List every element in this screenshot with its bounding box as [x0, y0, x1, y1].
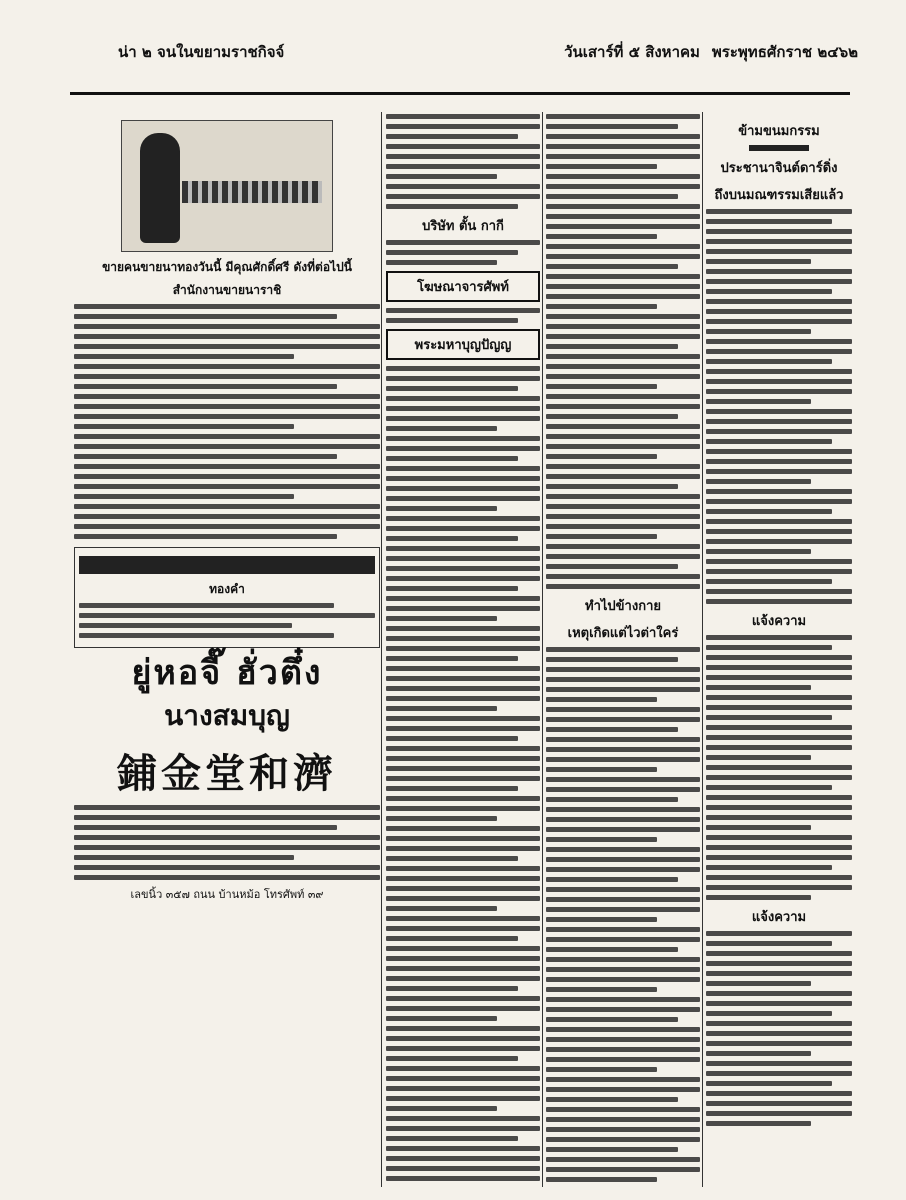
- notice-heading: แจ้งความ: [751, 910, 807, 925]
- column-divider: [381, 112, 382, 1187]
- column-title: ข้ามขนมกรรม: [738, 124, 820, 139]
- shop-name-calligraphy: ยู่หอจี๊ ฮั่วตึ๋ง: [131, 653, 323, 693]
- illustration-figure: [140, 133, 180, 243]
- column-title: ถึงบนมณฑรรมเสียแล้ว: [714, 188, 844, 203]
- column-4: [706, 114, 852, 1184]
- office-name: สำนักงานขายนาราชิ: [172, 283, 282, 297]
- shop-owner-name: นางสมบุญ: [164, 698, 290, 732]
- boxed-heading: โฆษณาจารศัพท์: [386, 271, 540, 302]
- column-footer: เลขนิ้ว ๓๕๗ ถนน บ้านหม้อ โทรศัพท์ ๓๙: [130, 887, 324, 901]
- illustration-caption: ขายคนขายนาทองวันนี้ มีคุณศักดิ์ศรี ดังที่ต่อไปนี้: [102, 260, 352, 274]
- section-heading: บริษัท ตั้น กากี: [422, 219, 504, 234]
- section-subheading: เหตุเกิดแต่ไวต่าใคร่: [567, 626, 679, 641]
- column-2: [386, 114, 540, 1184]
- illustration-object: [182, 181, 322, 203]
- header-rule: [70, 92, 850, 95]
- column-1: [74, 114, 380, 1184]
- ad-text: [74, 805, 380, 880]
- page-number: น่า ๒: [118, 43, 152, 61]
- column-3: [546, 114, 700, 1184]
- ad-title: ทองคำ: [209, 582, 245, 596]
- issue-year: พระพุทธศักราช ๒๔๖๒: [711, 43, 858, 61]
- section-heading: ทำไปข้างกาย: [585, 599, 661, 614]
- boxed-heading: พระมหาบุญปัญญ: [386, 329, 540, 360]
- column-divider: [542, 112, 543, 1187]
- shop-chinese-name: 鋪金堂和濟: [117, 749, 337, 797]
- illustration: [121, 120, 333, 252]
- column-divider: [702, 112, 703, 1187]
- article-text: [74, 304, 380, 539]
- ad-banner: [79, 556, 375, 574]
- issue-date: วันเสาร์ที่ ๕ สิงหาคม: [564, 43, 700, 61]
- page-header-right: [564, 40, 858, 64]
- advertisement-box: [74, 547, 380, 648]
- page-header-left: [118, 40, 284, 64]
- notice-heading: แจ้งความ: [751, 614, 807, 629]
- paper-name: จนในขยามราชกิจจ์: [157, 43, 285, 61]
- column-title: ประชานาจินต์ดาร์ดิ่ง: [720, 161, 838, 176]
- title-rule: [749, 145, 809, 151]
